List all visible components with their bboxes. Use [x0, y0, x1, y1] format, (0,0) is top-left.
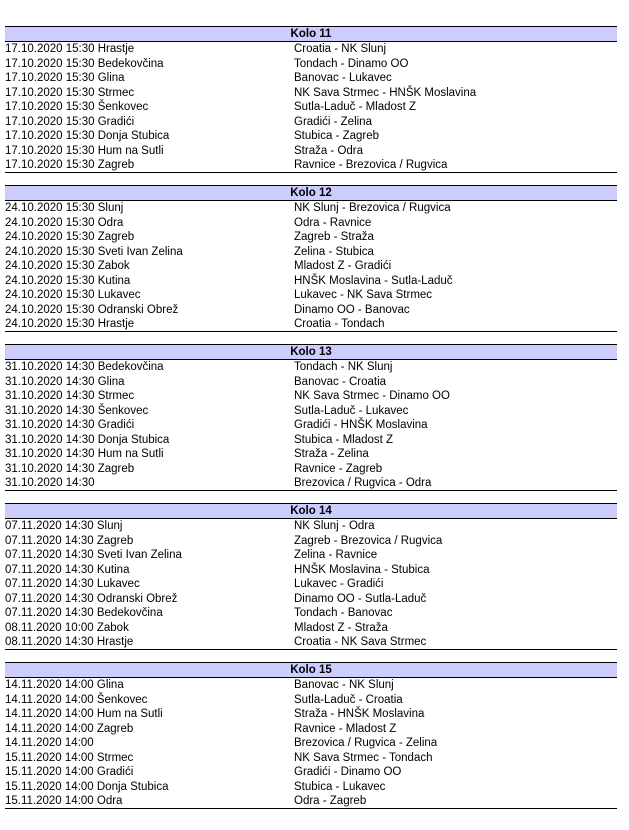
- fixture-date-venue: 14.11.2020 14:00 Hum na Sutli: [5, 708, 163, 720]
- fixture-date-venue: 14.11.2020 14:00 Glina: [5, 679, 124, 691]
- fixture-row: [5, 317, 617, 332]
- fixture-date-venue: 17.10.2020 15:30 Gradići: [5, 115, 135, 128]
- fixture-row: [5, 115, 617, 130]
- fixture-match: Stubica - Mladost Z: [294, 433, 394, 446]
- fixture-row: [5, 129, 617, 144]
- fixture-match: Odra - Zagreb: [294, 795, 367, 807]
- fixture-row: [5, 678, 617, 693]
- fixture-date-venue: 31.10.2020 14:30 Šenkovec: [5, 404, 149, 417]
- fixture-date-venue: 24.10.2020 15:30 Slunj: [5, 202, 124, 214]
- fixture-row: [5, 563, 617, 578]
- fixture-match: Dinamo OO - Sutla-Laduč: [294, 592, 427, 605]
- fixture-date-venue: 17.10.2020 15:30 Donja Stubica: [5, 130, 170, 142]
- fixture-date-venue: 14.11.2020 14:00 Šenkovec: [5, 693, 148, 706]
- fixture-date-venue: 24.10.2020 15:30 Odranski Obrež: [5, 303, 179, 316]
- fixture-row: [5, 736, 617, 751]
- fixture-date-venue: 07.11.2020 14:30 Bedekovčina: [5, 607, 163, 619]
- fixture-date-venue: 17.10.2020 15:30 Strmec: [5, 86, 135, 99]
- fixture-row: [5, 259, 617, 274]
- round-title: Kolo 12: [5, 185, 617, 201]
- round-block: [5, 26, 617, 173]
- fixture-row: [5, 577, 617, 592]
- fixture-match: Banovac - Croatia: [294, 375, 387, 388]
- fixture-match: Straža - HNŠK Moslavina: [294, 708, 425, 720]
- fixture-date-venue: 14.11.2020 14:00 Zagreb: [5, 722, 134, 735]
- fixture-row: [5, 780, 617, 795]
- fixture-row: [5, 86, 617, 101]
- round-block: [5, 503, 617, 650]
- round-block: [5, 344, 617, 491]
- fixture-row: [5, 418, 617, 433]
- fixture-row: [5, 548, 617, 563]
- fixture-row: [5, 751, 617, 766]
- fixture-date-venue: 24.10.2020 15:30 Odra: [5, 216, 124, 229]
- fixture-match: NK Sava Strmec - Tondach: [294, 751, 433, 764]
- fixture-row: [5, 433, 617, 448]
- fixture-match: Stubica - Zagreb: [294, 130, 380, 142]
- fixture-match: Straža - Zelina: [294, 448, 369, 460]
- fixture-row: [5, 360, 617, 375]
- fixture-row: [5, 230, 617, 245]
- fixture-match: Banovac - NK Slunj: [294, 679, 394, 691]
- fixture-date-venue: 07.11.2020 14:30 Lukavec: [5, 578, 140, 590]
- fixture-date-venue: 08.11.2020 14:30 Hrastje: [5, 636, 134, 648]
- fixture-match: Stubica - Lukavec: [294, 780, 386, 793]
- fixture-row: [5, 476, 617, 491]
- fixture-date-venue: 31.10.2020 14:30 Zagreb: [5, 462, 135, 475]
- fixture-row: [5, 621, 617, 636]
- fixture-match: HNŠK Moslavina - Stubica: [294, 563, 430, 576]
- fixture-date-venue: 24.10.2020 15:30 Sveti Ivan Zelina: [5, 245, 183, 258]
- fixture-date-venue: 07.11.2020 14:30 Slunj: [5, 520, 123, 532]
- fixture-match: Ravnice - Mladost Z: [294, 722, 397, 735]
- round-title: Kolo 14: [5, 503, 617, 519]
- fixture-row: [5, 71, 617, 86]
- fixture-date-venue: 15.11.2020 14:00 Gradići: [5, 766, 134, 778]
- fixture-row: [5, 216, 617, 231]
- fixture-row: [5, 144, 617, 159]
- fixture-date-venue: 15.11.2020 14:00 Strmec: [5, 751, 134, 764]
- fixture-date-venue: 17.10.2020 15:30 Zagreb: [5, 159, 135, 171]
- fixture-match: NK Sava Strmec - HNŠK Moslavina: [294, 86, 477, 99]
- fixture-row: [5, 57, 617, 72]
- fixture-match: Tondach - Banovac: [294, 607, 393, 619]
- fixture-match: NK Slunj - Brezovica / Rugvica: [294, 202, 451, 214]
- fixture-row: [5, 100, 617, 115]
- round-block: [5, 662, 617, 809]
- fixture-row: [5, 765, 617, 780]
- fixture-date-venue: 14.11.2020 14:00: [5, 737, 94, 749]
- round-title: Kolo 15: [5, 662, 617, 678]
- fixture-match: Sutla-Laduč - Croatia: [294, 693, 403, 706]
- fixture-match: Mladost Z - Gradići: [294, 260, 392, 272]
- fixture-row: [5, 462, 617, 477]
- fixture-match: Lukavec - NK Sava Strmec: [294, 289, 433, 301]
- fixture-date-venue: 24.10.2020 15:30 Lukavec: [5, 289, 141, 301]
- fixture-row: [5, 389, 617, 404]
- fixture-match: Zelina - Ravnice: [294, 549, 378, 561]
- fixture-date-venue: 07.11.2020 14:30 Odranski Obrež: [5, 592, 178, 605]
- fixture-date-venue: 07.11.2020 14:30 Kutina: [5, 563, 130, 576]
- fixture-match: Gradići - HNŠK Moslavina: [294, 419, 428, 431]
- round-title: Kolo 13: [5, 344, 617, 360]
- fixture-date-venue: 07.11.2020 14:30 Sveti Ivan Zelina: [5, 549, 182, 561]
- fixture-row: [5, 158, 617, 173]
- fixture-match: Gradići - Dinamo OO: [294, 766, 402, 778]
- fixture-match: NK Slunj - Odra: [294, 520, 375, 532]
- fixture-match: Mladost Z - Straža: [294, 621, 388, 634]
- fixture-row: [5, 722, 617, 737]
- fixture-row: [5, 794, 617, 809]
- fixture-match: Straža - Odra: [294, 144, 364, 157]
- fixture-date-venue: 24.10.2020 15:30 Zabok: [5, 260, 130, 272]
- fixture-row: [5, 707, 617, 722]
- fixture-row: [5, 635, 617, 650]
- fixture-date-venue: 31.10.2020 14:30 Strmec: [5, 390, 135, 402]
- fixture-date-venue: 17.10.2020 15:30 Glina: [5, 72, 125, 84]
- fixture-row: [5, 606, 617, 621]
- fixture-match: Tondach - Dinamo OO: [294, 57, 409, 70]
- fixture-row: [5, 245, 617, 260]
- fixture-row: [5, 534, 617, 549]
- fixture-date-venue: 31.10.2020 14:30 Donja Stubica: [5, 433, 170, 446]
- fixture-match: Sutla-Laduč - Lukavec: [294, 404, 409, 417]
- fixture-match: Brezovica / Rugvica - Zelina: [294, 737, 438, 749]
- fixture-match: Ravnice - Brezovica / Rugvica: [294, 159, 448, 171]
- fixture-match: Sutla-Laduč - Mladost Z: [294, 101, 417, 113]
- fixture-row: [5, 303, 617, 318]
- fixture-row: [5, 592, 617, 607]
- fixture-row: [5, 404, 617, 419]
- fixture-match: Brezovica / Rugvica - Odra: [294, 477, 432, 489]
- fixture-row: [5, 274, 617, 289]
- fixture-row: [5, 288, 617, 303]
- fixture-match: Odra - Ravnice: [294, 216, 372, 229]
- fixture-row: [5, 447, 617, 462]
- fixture-row: [5, 375, 617, 390]
- fixture-match: Zelina - Stubica: [294, 245, 374, 258]
- fixture-row: [5, 201, 617, 216]
- fixture-row: [5, 42, 617, 57]
- schedule-sheet: [5, 26, 617, 821]
- fixture-date-venue: 15.11.2020 14:00 Donja Stubica: [5, 780, 169, 793]
- fixture-date-venue: 24.10.2020 15:30 Kutina: [5, 274, 131, 287]
- fixture-match: Tondach - NK Slunj: [294, 361, 393, 373]
- fixture-match: Banovac - Lukavec: [294, 72, 392, 84]
- fixture-date-venue: 15.11.2020 14:00 Odra: [5, 795, 123, 807]
- fixture-date-venue: 24.10.2020 15:30 Zagreb: [5, 231, 135, 243]
- round-block: [5, 185, 617, 332]
- fixture-match: Zagreb - Brezovica / Rugvica: [294, 534, 443, 547]
- fixture-match: Ravnice - Zagreb: [294, 462, 383, 475]
- fixture-match: Gradići - Zelina: [294, 115, 372, 128]
- fixture-date-venue: 31.10.2020 14:30 Hum na Sutli: [5, 448, 164, 460]
- fixture-match: HNŠK Moslavina - Sutla-Laduč: [294, 274, 453, 287]
- fixture-row: [5, 693, 617, 708]
- fixture-date-venue: 08.11.2020 10:00 Zabok: [5, 621, 129, 634]
- fixture-match: Croatia - NK Sava Strmec: [294, 636, 427, 648]
- round-title: Kolo 11: [5, 26, 617, 42]
- fixture-date-venue: 31.10.2020 14:30 Gradići: [5, 419, 135, 431]
- fixture-match: Croatia - NK Slunj: [294, 43, 387, 55]
- fixture-date-venue: 24.10.2020 15:30 Hrastje: [5, 318, 135, 330]
- fixture-match: Zagreb - Straža: [294, 231, 374, 243]
- fixture-date-venue: 31.10.2020 14:30 Glina: [5, 375, 125, 388]
- fixture-match: Dinamo OO - Banovac: [294, 303, 410, 316]
- fixture-date-venue: 07.11.2020 14:30 Zagreb: [5, 534, 134, 547]
- fixture-match: Lukavec - Gradići: [294, 578, 384, 590]
- fixture-date-venue: 17.10.2020 15:30 Šenkovec: [5, 101, 149, 113]
- fixture-date-venue: 17.10.2020 15:30 Hum na Sutli: [5, 144, 164, 157]
- fixture-date-venue: 31.10.2020 14:30 Bedekovčina: [5, 361, 164, 373]
- fixture-date-venue: 17.10.2020 15:30 Bedekovčina: [5, 57, 164, 70]
- fixture-match: Croatia - Tondach: [294, 318, 385, 330]
- fixture-match: NK Sava Strmec - Dinamo OO: [294, 390, 450, 402]
- fixture-date-venue: 17.10.2020 15:30 Hrastje: [5, 43, 135, 55]
- fixture-date-venue: 31.10.2020 14:30: [5, 477, 95, 489]
- fixture-row: [5, 519, 617, 534]
